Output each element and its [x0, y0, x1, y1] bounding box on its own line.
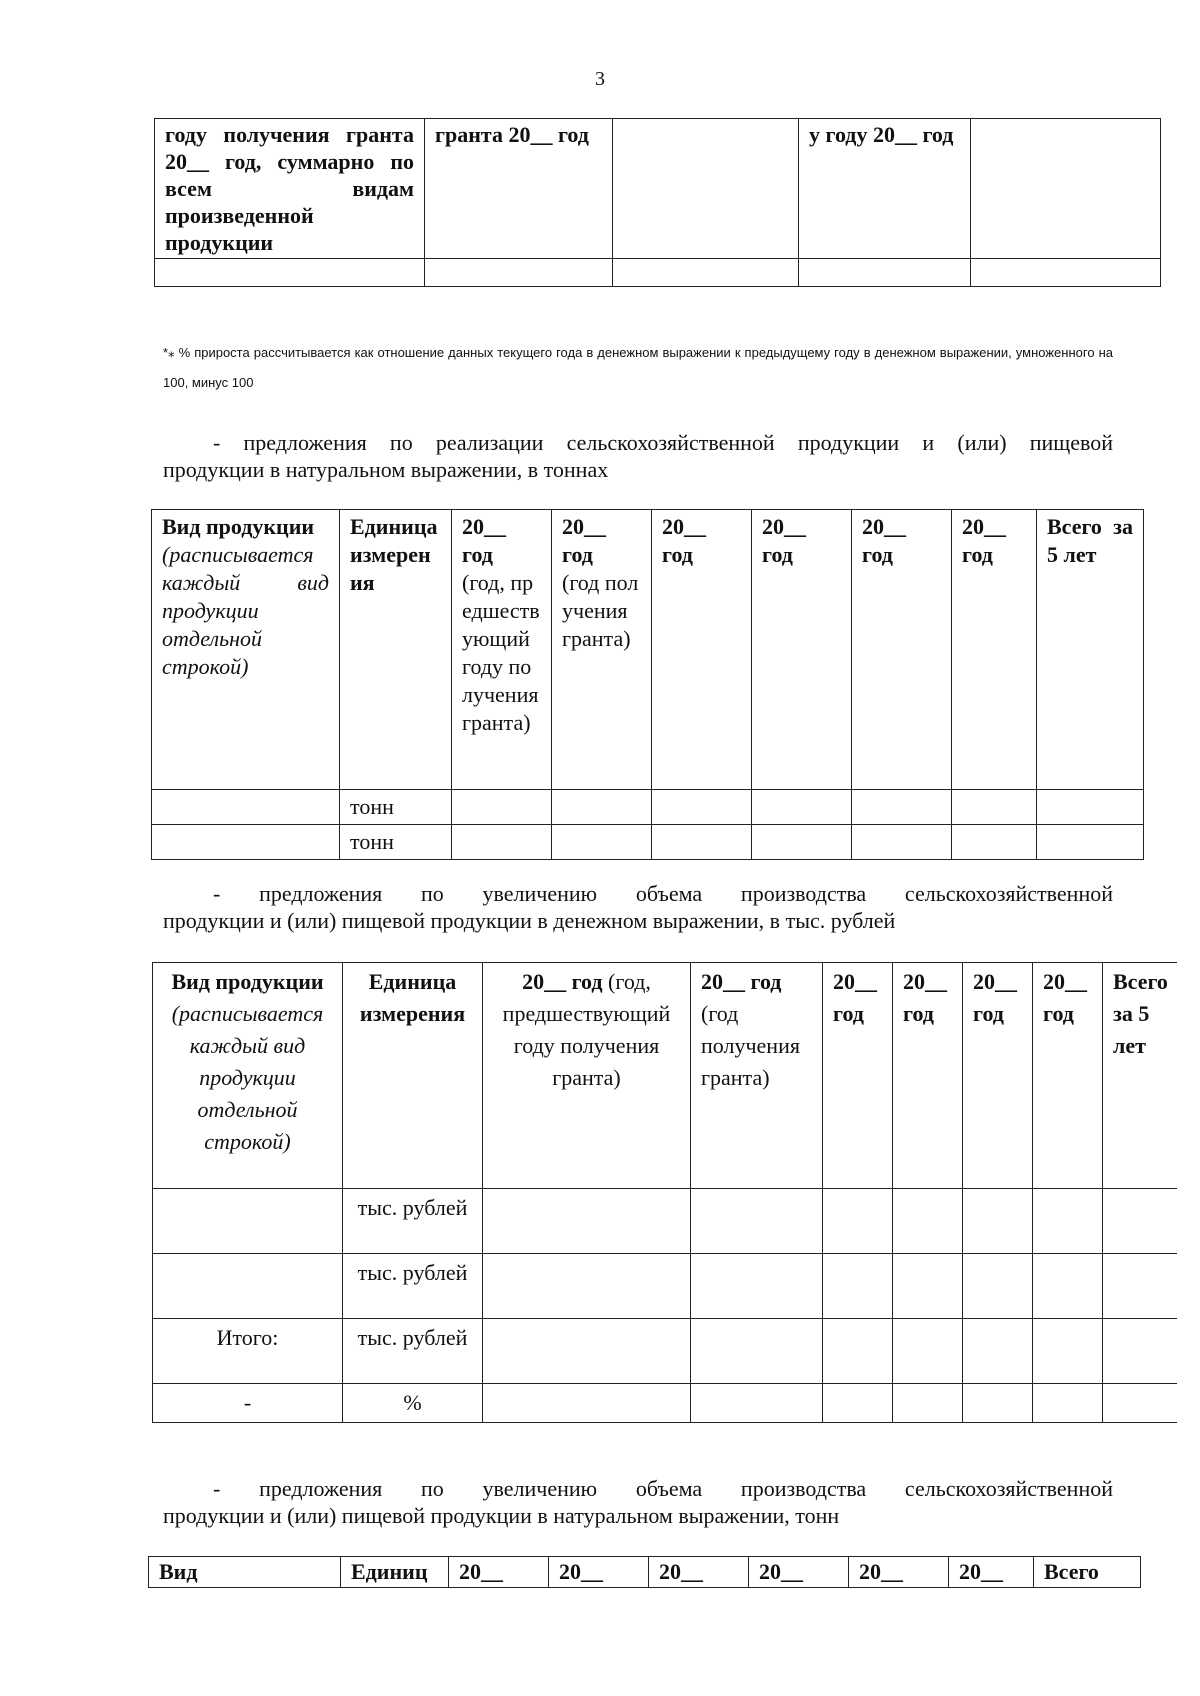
row-label: -	[153, 1384, 343, 1423]
header-year-5: 20__	[849, 1557, 949, 1588]
table-cell	[1103, 1254, 1177, 1319]
header-note: (год, предшествующий году получения гранта)	[462, 570, 540, 735]
header-year-6: 20__	[949, 1557, 1034, 1588]
header-year-5: 20__ год	[852, 510, 952, 790]
table-cell	[1033, 1384, 1103, 1423]
table-cell	[691, 1384, 823, 1423]
header-total: Всего	[1034, 1557, 1141, 1588]
table-cell	[155, 259, 425, 287]
table-cell	[963, 1254, 1033, 1319]
table-cell	[652, 825, 752, 860]
table-cell	[752, 790, 852, 825]
header-note: (расписывается каждый вид продукции отдельной строкой)	[171, 1001, 324, 1154]
table-production-tonnes	[148, 1556, 1141, 1588]
table-header-row	[152, 510, 1144, 790]
paragraph-line: продукции и (или) пищевой продукции в денежном выражении, в тыс. рублей	[163, 908, 896, 933]
paragraph-line: - предложения по увеличению объема производства сельскохозяйственной	[213, 881, 1113, 906]
table-cell	[971, 259, 1161, 287]
table-cell	[425, 259, 613, 287]
header-unit: Единица измерения	[340, 510, 452, 790]
header-year-1	[483, 963, 691, 1189]
table-cell	[452, 790, 552, 825]
paragraph-line: продукции в натуральном выражении, в тоннах	[163, 457, 609, 482]
table-cell	[823, 1254, 893, 1319]
table-row	[152, 825, 1144, 860]
header-year-3: 20__ год	[823, 963, 893, 1189]
header-year-6: 20__ год	[952, 510, 1037, 790]
paragraph-line: - предложения по реализации сельскохозяйственной продукции и (или) пищевой	[213, 430, 1113, 455]
table-cell	[1033, 1254, 1103, 1319]
table-cell	[483, 1254, 691, 1319]
table-cell	[613, 259, 799, 287]
table-cell	[691, 1254, 823, 1319]
paragraph-production-natural	[163, 1475, 1113, 1529]
header-year-2: 20__	[549, 1557, 649, 1588]
unit-cell: тыс. рублей	[343, 1319, 483, 1384]
table-cell	[483, 1319, 691, 1384]
header-product-type	[153, 963, 343, 1189]
table-cell	[1103, 1319, 1177, 1384]
table-cell	[963, 1384, 1033, 1423]
table-cell	[963, 1189, 1033, 1254]
table-cell	[152, 790, 340, 825]
table-cell	[652, 790, 752, 825]
header-year-3: 20__	[649, 1557, 749, 1588]
table-cell	[691, 1319, 823, 1384]
header-year-4: 20__ год	[752, 510, 852, 790]
table-cell	[1037, 790, 1144, 825]
header-product-type: Вид	[149, 1557, 341, 1588]
unit-cell: тонн	[340, 825, 452, 860]
table1-cell-description: году получения гранта 20__ год, суммарно по всем видам произведенной продукции	[155, 119, 425, 259]
table-cell	[852, 825, 952, 860]
table-cell	[152, 825, 340, 860]
header-unit: Единица измерения	[343, 963, 483, 1189]
table-cell	[691, 1189, 823, 1254]
table-cell	[452, 825, 552, 860]
table-cell	[823, 1384, 893, 1423]
page-number: 3	[595, 68, 605, 90]
table-row	[153, 1254, 1177, 1319]
header-label: 20__ год	[462, 514, 506, 567]
table1-cell-grant-year: гранта 20__ год	[425, 119, 613, 259]
table-cell	[1037, 825, 1144, 860]
header-year-2	[691, 963, 823, 1189]
table-cell	[752, 825, 852, 860]
header-unit: Единиц	[341, 1557, 449, 1588]
header-label: 20__ год	[562, 514, 606, 567]
table1-cell-empty	[971, 119, 1161, 259]
table-cell	[893, 1254, 963, 1319]
table-cell	[483, 1384, 691, 1423]
table-cell	[552, 790, 652, 825]
header-total: Всего за 5 лет	[1103, 963, 1177, 1189]
table-cell	[483, 1189, 691, 1254]
table1-cell-empty	[613, 119, 799, 259]
row-label	[153, 1189, 343, 1254]
paragraph-sales-natural	[163, 429, 1113, 483]
table-sales-continued	[154, 118, 1161, 287]
table-row	[153, 1319, 1177, 1384]
header-label: Вид продукции	[162, 514, 315, 539]
header-year-5: 20__ год	[963, 963, 1033, 1189]
table-cell	[952, 790, 1037, 825]
header-label: Вид продукции	[171, 969, 324, 994]
unit-cell: тыс. рублей	[343, 1254, 483, 1319]
table-cell	[963, 1319, 1033, 1384]
table-cell	[1103, 1384, 1177, 1423]
header-total: Всего за 5 лет	[1037, 510, 1144, 790]
header-year-3: 20__ год	[652, 510, 752, 790]
header-year-1	[452, 510, 552, 790]
table-cell	[893, 1319, 963, 1384]
unit-cell: тыс. рублей	[343, 1189, 483, 1254]
unit-cell: тонн	[340, 790, 452, 825]
table-row	[153, 1189, 1177, 1254]
header-year-4: 20__ год	[893, 963, 963, 1189]
table-row	[152, 790, 1144, 825]
table-header-row	[149, 1557, 1141, 1588]
paragraph-line: продукции и (или) пищевой продукции в натуральном выражении, тонн	[163, 1503, 840, 1528]
table-cell	[852, 790, 952, 825]
table-cell	[893, 1384, 963, 1423]
header-note: (год, предшествующий году получения гранта)	[502, 969, 671, 1090]
table-cell	[552, 825, 652, 860]
header-note: (расписывается каждый вид продукции отдельной строкой)	[162, 542, 329, 679]
header-note: (год получения гранта)	[701, 1001, 800, 1090]
row-label	[153, 1254, 343, 1319]
table1-cell-year: у году 20__ год	[799, 119, 971, 259]
unit-cell: %	[343, 1384, 483, 1423]
header-year-4: 20__	[749, 1557, 849, 1588]
table-cell	[1033, 1319, 1103, 1384]
paragraph-production-money	[163, 880, 1113, 934]
table-row	[155, 259, 1161, 287]
header-product-type	[152, 510, 340, 790]
header-year-6: 20__ год	[1033, 963, 1103, 1189]
header-label: 20__ год	[701, 969, 782, 994]
paragraph-line: - предложения по увеличению объема производства сельскохозяйственной	[213, 1476, 1113, 1501]
table-cell	[1103, 1189, 1177, 1254]
footnote: *⁎ % прироста рассчитывается как отношение данных текущего года в денежном выражении к предыдущему году в денежном выражении, умноженного на 100, минус 100	[163, 345, 1113, 390]
table-sales-tonnes	[151, 509, 1144, 860]
table-row	[155, 119, 1161, 259]
table-cell	[823, 1189, 893, 1254]
header-year-1: 20__	[449, 1557, 549, 1588]
table-cell	[1033, 1189, 1103, 1254]
header-year-2	[552, 510, 652, 790]
table-cell	[952, 825, 1037, 860]
table-cell	[823, 1319, 893, 1384]
table-cell	[893, 1189, 963, 1254]
table-cell	[799, 259, 971, 287]
header-label: 20__ год	[522, 969, 603, 994]
table-header-row	[153, 963, 1177, 1189]
row-label-total: Итого:	[153, 1319, 343, 1384]
table-production-money	[152, 962, 1177, 1423]
header-note: (год получения гранта)	[562, 570, 639, 651]
table-row	[153, 1384, 1177, 1423]
